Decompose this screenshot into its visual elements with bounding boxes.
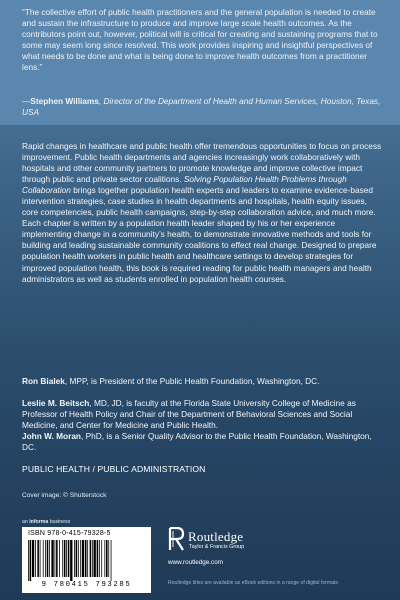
author-bio-text: , MPP, is President of the Public Health Foundation, Washington, DC. [64,376,320,386]
informa-suffix: business [48,519,71,525]
ebook-note: Routledge titles are available as eBook editions in a range of digital formats [168,580,338,586]
isbn-label: ISBN 978-0-415-79328-5 [28,530,111,537]
description-text-2: brings together population health experts and leaders to examine evidence-based intervention strategies, case studies in health departments and hospitals, health equity issues, core competencies, public health campaigns, step-by-step collaboration advice, and much more. Each chapter is written by a population health leader shaped by his or her experience implementing change in a community’s health, to demonstrate innovative methods and tools for building and leading sustainable community coalitions to effect real change. Designed to prepare population health workers in public health and healthcare settings to develop strategies for improved population health, this book is required reading for public health managers and health administrators as well as students enrolled in population health courses. [22,185,377,284]
publisher-url[interactable]: www.routledge.com [168,559,223,566]
description-text-1: Rapid changes in healthcare and public health offer tremendous opportunities to focus on process improvement. Public health departments and agencies increasingly work collaboratively with hospitals and other community partners to promote knowledge and improve collective impact through public and private sector coalitions. [22,141,382,185]
author-bio-3 [22,431,382,453]
author-bio-text: , PhD, is a Senior Quality Advisor to the Public Health Foundation, Washington, DC. [22,431,372,453]
author-name: Leslie M. Beitsch [22,398,90,408]
author-bio-2 [22,398,382,431]
barcode-digits: 9 780415 793285 [41,581,132,589]
informa-prefix: an [22,519,30,525]
publisher-name: Routledge [188,529,244,544]
author-bio-1 [22,376,382,387]
endorser-name: Stephen Williams [30,96,99,106]
endorsement-attribution [22,96,384,118]
barcode-icon [28,540,145,581]
routledge-r-icon [168,527,185,551]
book-title: Solving Population Health Problems through Collaboration [22,174,347,196]
publisher-group: Taylor & Francis Group [189,544,245,550]
endorsement-quote: “The collective effort of public health practitioners and the general population is needed to create and sustain the infrastructure to produce and improve large scale health outcomes. As the contributors point out, however, political will is critical for creating and sustaining programs that to some may seem long since resolved. This work provides inspiring and insightful perspectives of what needs to be done and what is being done to improve health outcomes from a practitioner lens.” [22,7,378,72]
informa-brand: informa [29,519,49,525]
attribution-dash: — [22,96,31,106]
cover-image-credit: Cover image: © Shutterstock [22,492,107,499]
author-name: Ron Bialek [22,376,65,386]
book-description [22,141,382,285]
endorser-title: , Director of the Department of Health and Human Services, Houston, Texas, USA [22,96,381,117]
endorsement-box [0,0,400,125]
author-bio-text: , MD, JD, is faculty at the Florida State University College of Medicine as Professor of Health Policy and Chair of the Department of Behavioral Sciences and Social Medicine, and Center for Medicine and Public Health. [22,398,356,431]
subject-category: PUBLIC HEALTH / PUBLIC ADMINISTRATION [22,464,206,474]
author-name: John W. Moran [22,431,81,441]
informa-business-line [22,519,70,525]
isbn-barcode-panel [22,527,151,593]
